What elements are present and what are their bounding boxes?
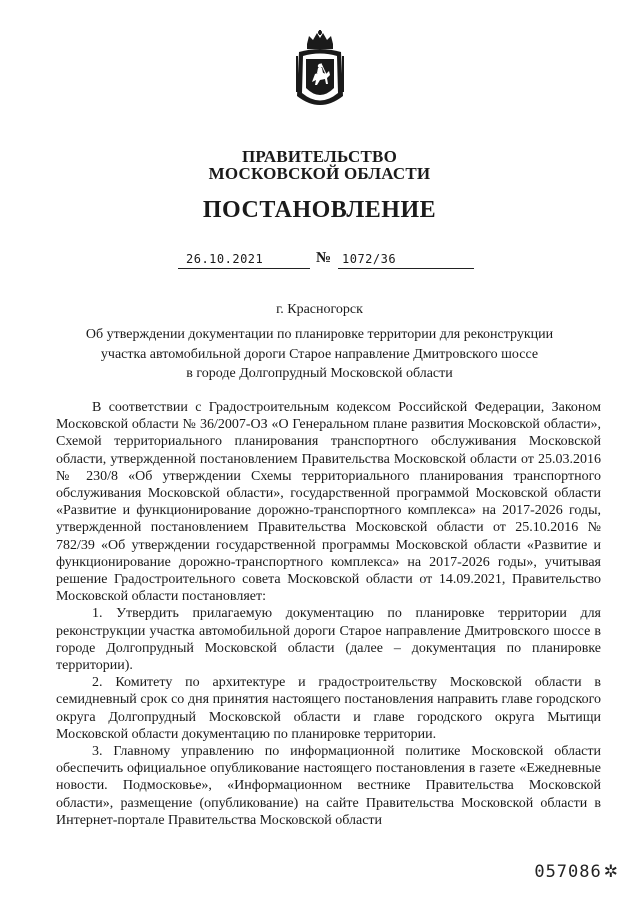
issue-city: г. Красногорск bbox=[276, 302, 363, 317]
document-date: 26.10.2021 bbox=[178, 252, 310, 269]
body-paragraph-item-2: 2. Комитету по архитектуре и градостроительству Московской области в семидневный срок со дня принятия настоящего постановления направить главе городского округа Долгопрудный Московской области и главе городского округа Мытищи Московской области документацию по планировке территории. bbox=[56, 675, 601, 742]
document-body bbox=[56, 399, 601, 829]
serial-star-mark: ✲ bbox=[603, 862, 619, 882]
registration-row bbox=[178, 250, 478, 272]
government-name-line1: ПРАВИТЕЛЬСТВО bbox=[242, 147, 397, 166]
document-number: 1072/36 bbox=[338, 252, 474, 269]
document-type-title: ПОСТАНОВЛЕНИЕ bbox=[202, 197, 437, 223]
body-paragraph-item-1: 1. Утвердить прилагаемую документацию по планировке территории для реконструкции участка автомобильной дороги Старое направление Дмитровского шоссе в городе Долгопрудный Московской области (далее – документация по планировке территории). bbox=[56, 606, 601, 674]
government-name-line2: МОСКОВСКОЙ ОБЛАСТИ bbox=[208, 164, 431, 183]
number-sign: № bbox=[316, 250, 332, 266]
subject-line: в городе Долгопрудный Московской области bbox=[186, 366, 453, 381]
body-paragraph-item-3: 3. Главному управлению по информационной политике Московской области обеспечить официальное опубликование настоящего постановления в газете «Ежедневные новости. Подмосковье», «Информационном вестнике Правительства Московской области», размещение (опубликование) на сайте Правительства Московской области в Интернет-портале Правительства Московской области bbox=[56, 744, 601, 828]
subject-line: участка автомобильной дороги Старое направление Дмитровского шоссе bbox=[100, 346, 539, 362]
document-subject bbox=[60, 325, 579, 384]
moscow-oblast-coat-of-arms-icon bbox=[293, 30, 347, 116]
form-serial-number bbox=[534, 862, 619, 882]
subject-line: Об утверждении документации по планировке территории для реконструкции bbox=[85, 327, 554, 342]
serial-number-value: 057086 bbox=[534, 862, 602, 882]
body-paragraph-preamble: В соответствии с Градостроительным кодексом Российской Федерации, Законом Московской области № 36/2007-ОЗ «О Генеральном плане развития Московской области», Схемой территориального планирования транспортного обслуживания Московской области, утвержденной постановлением Правительства Московской области от 25.03.2016 № 230/8 «Об утверждении Схемы территориального планирования транспортного обслуживания Московской области», государственной программой Московской области «Развитие и функционирование дорожно-транспортного комплекса» на 2017-2026 годы, утвержденной постановлением Правительства Московской области от 25.10.2016 № 782/39 «Об утверждении государственной программы Московской области «Развитие и функционирование дорожно-транспортного комплекса» на 2017-2026 годы», учитывая решение Градостроительного совета Московской области от 14.09.2021, Правительство Московской области постановляет: bbox=[56, 400, 601, 605]
